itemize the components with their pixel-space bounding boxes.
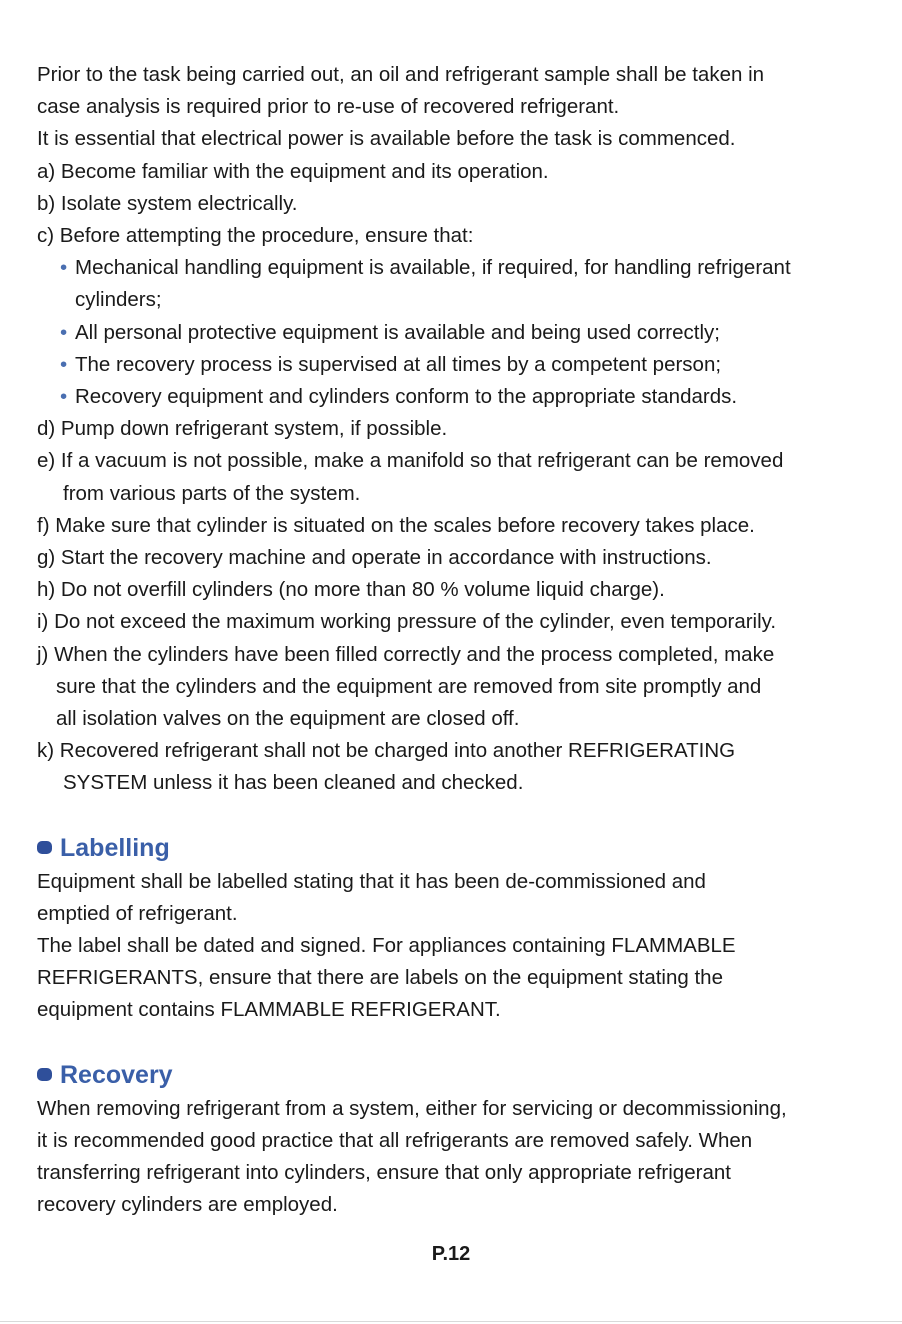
step-c-bullets (37, 252, 882, 413)
bullet-item-continuation: cylinders; (75, 288, 162, 312)
step-b: b) Isolate system electrically. (37, 191, 298, 215)
labelling-line: equipment contains FLAMMABLE REFRIGERANT. (37, 998, 501, 1022)
labelling-heading (37, 830, 882, 866)
section-marker-icon (37, 841, 52, 854)
bullet-icon: • (60, 385, 68, 409)
bullet-text: Mechanical handling equipment is available, if required, for handling refrigerant (75, 256, 791, 280)
step-d: d) Pump down refrigerant system, if possible. (37, 417, 448, 441)
bullet-icon: • (60, 256, 68, 280)
page-number: P.12 (431, 1243, 471, 1265)
recovery-heading (37, 1057, 882, 1093)
step-j-continuation: all isolation valves on the equipment are closed off. (56, 707, 520, 731)
labelling-line: REFRIGERANTS, ensure that there are labels on the equipment stating the (37, 966, 723, 990)
labelling-line: The label shall be dated and signed. For appliances containing FLAMMABLE (37, 934, 736, 958)
step-c: c) Before attempting the procedure, ensure that: (37, 224, 474, 248)
step-i: i) Do not exceed the maximum working pressure of the cylinder, even temporarily. (37, 610, 777, 634)
page-content (37, 59, 882, 1222)
bottom-divider (0, 1321, 902, 1322)
step-j: j) When the cylinders have been filled correctly and the process completed, make (37, 642, 775, 666)
step-j-continuation: sure that the cylinders and the equipment are removed from site promptly and (56, 674, 762, 698)
bullet-text: The recovery process is supervised at all times by a competent person; (75, 352, 722, 376)
step-e-continuation: from various parts of the system. (63, 481, 361, 505)
recovery-line: it is recommended good practice that all refrigerants are removed safely. When (37, 1128, 753, 1152)
labelling-line: emptied of refrigerant. (37, 901, 238, 925)
step-e: e) If a vacuum is not possible, make a manifold so that refrigerant can be removed (37, 449, 784, 473)
steps-list (37, 156, 882, 800)
recovery-line: recovery cylinders are employed. (37, 1193, 338, 1217)
intro-line: It is essential that electrical power is available before the task is commenced. (37, 127, 736, 151)
intro-line: case analysis is required prior to re-use of recovered refrigerant. (37, 95, 620, 119)
bullet-item (37, 252, 882, 284)
step-f: f) Make sure that cylinder is situated on the scales before recovery takes place. (37, 513, 755, 537)
section-spacer (37, 800, 882, 830)
bullet-item (37, 381, 882, 413)
bullet-icon: • (60, 320, 68, 344)
bullet-icon: • (60, 352, 68, 376)
recovery-section (37, 1057, 882, 1222)
step-a: a) Become familiar with the equipment and its operation. (37, 159, 549, 183)
labelling-section (37, 830, 882, 1027)
step-g: g) Start the recovery machine and operate in accordance with instructions. (37, 546, 712, 570)
bullet-item (37, 317, 882, 349)
labelling-line: Equipment shall be labelled stating that it has been de-commissioned and (37, 869, 706, 893)
recovery-line: When removing refrigerant from a system, either for servicing or decommissioning, (37, 1096, 787, 1120)
section-marker-icon (37, 1068, 52, 1081)
bullet-text: All personal protective equipment is available and being used correctly; (75, 320, 720, 344)
recovery-line: transferring refrigerant into cylinders, ensure that only appropriate refrigerant (37, 1161, 731, 1185)
recovery-heading-text: Recovery (60, 1060, 173, 1089)
step-k: k) Recovered refrigerant shall not be charged into another REFRIGERATING (37, 739, 736, 763)
bullet-text: Recovery equipment and cylinders conform to the appropriate standards. (75, 385, 738, 409)
section-spacer (37, 1027, 882, 1057)
step-k-continuation: SYSTEM unless it has been cleaned and checked. (63, 771, 524, 795)
bullet-item (37, 349, 882, 381)
intro-section (37, 59, 882, 156)
labelling-heading-text: Labelling (60, 833, 170, 862)
step-h: h) Do not overfill cylinders (no more than 80 % volume liquid charge). (37, 578, 665, 602)
intro-line: Prior to the task being carried out, an oil and refrigerant sample shall be taken in (37, 63, 765, 86)
